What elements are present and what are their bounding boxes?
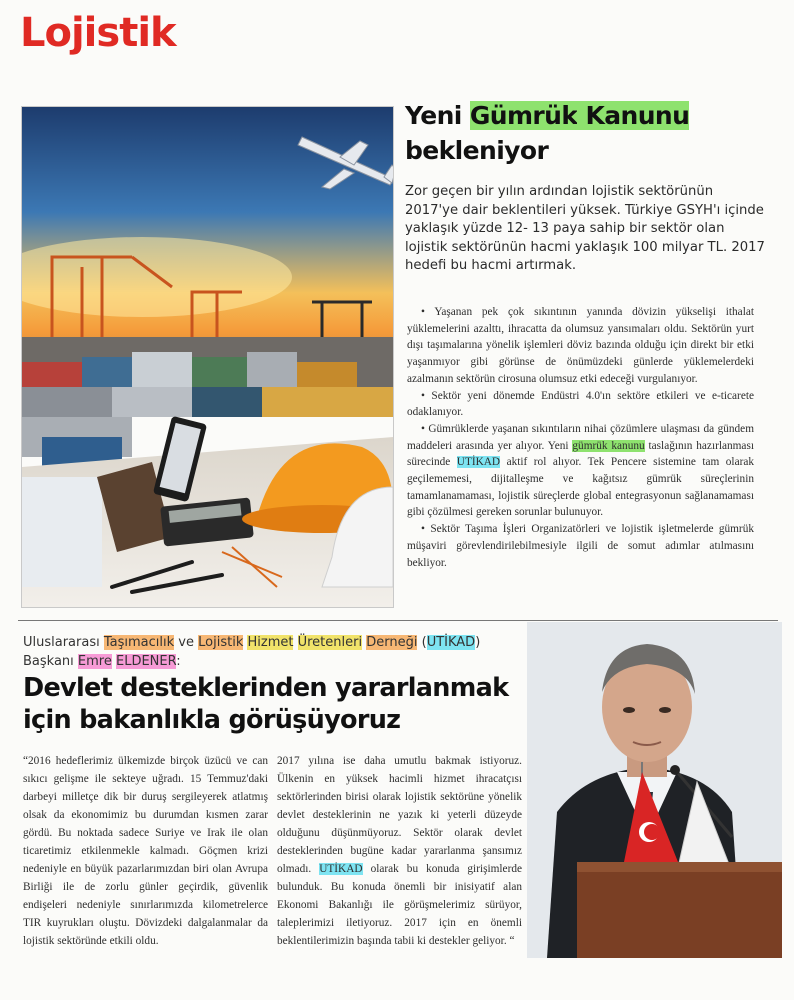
article2-column-right <box>277 752 522 950</box>
bullet-text: aktif rol alıyor. Tek Pencere sistemine tam olarak geçilememesi, dijitalleşme ve kağıtsız gümrük süreçlerinin tamamlanamaması, lojistik süreçlerde global entegrasyonun sağlanamaması gibi çözülmesi gereken sorunlar bulunuyor. <box>407 456 755 519</box>
article1-bullets <box>407 304 754 571</box>
article1-lead: Zor geçen bir yılın ardından lojistik sektörünün 2017'ye dair beklentileri yüksek. Türkiye GSYH'ı içinde yaklaşık yüzde 12- 13 paya sahip bir sektör olan lojistik sektörünün hacmi yaklaşık 100 milyar TL. 2017 hedefi bu hacmi artırmak. <box>405 184 765 273</box>
bullet-text: • Gümrüklerde yaşanan sıkıntıların nihai çözümlere ulaşması da gündem maddeleri arasında yer alıyor. Yeni <box>407 422 754 452</box>
bullet-text: taslağının hazırlanması sürecinde <box>407 439 754 469</box>
highlight-utikad: UTİKAD <box>319 863 363 875</box>
kicker-paren: ( <box>421 635 427 650</box>
portrait-illustration <box>527 622 782 958</box>
headline-line: Devlet desteklerinden yararlanmak <box>23 673 509 703</box>
highlight-utikad: UTİKAD <box>456 456 501 469</box>
kicker-highlight: UTİKAD <box>426 635 476 650</box>
kicker-word: Başkanı <box>23 654 74 669</box>
headline-line: için bakanlıkla görüşüyoruz <box>23 705 401 735</box>
bullet-item <box>407 421 754 521</box>
kicker-highlight: ELDENER <box>116 654 177 669</box>
kicker-highlight: Taşımacılık <box>103 635 175 650</box>
kicker-paren: ) <box>475 635 481 650</box>
headline-word: bekleniyor <box>405 136 549 165</box>
kicker-word: ve <box>178 635 194 650</box>
logistics-photo <box>21 106 394 608</box>
kicker-word: Uluslararası <box>23 635 100 650</box>
headline-highlight: Kanunu <box>585 101 690 130</box>
podium <box>577 862 782 958</box>
article2-headline <box>23 672 523 736</box>
kicker-highlight: Lojistik <box>198 635 244 650</box>
kicker-highlight: Üretenleri <box>297 635 363 650</box>
headline-word: Yeni <box>405 101 462 130</box>
section-divider <box>18 620 778 621</box>
kicker-highlight: Hizmet <box>247 635 294 650</box>
article2-column-left: “2016 hedeflerimiz ülkemizde birçok üzücü ve can sıkıcı gelişme ile sekteye uğradı. 15 Temmuz'daki darbeyi milletçe dik bir duruş sergileyerek atlatmış olsak da ekonomimiz bu durumdan kısmen zarar gördü. Bu noktada sadece Suriye ve Irak ile olan ticaretimiz etkilenmekle kalmadı. Göçmen krizi nedeniyle en büyük pazarlarımızdan biri olan Avrupa Birliği ile de zorlu günler geçirdik, güvenlik endişeleri nedeniyle sınırlarımızda kilometrelerce TIR kuyrukları oluştu. Dövizdeki dalgalanmalar da lojistik sektöründe etkili oldu. <box>23 755 268 947</box>
logistics-illustration <box>22 107 393 607</box>
section-title: Lojistik <box>20 10 176 56</box>
kicker-highlight: Emre <box>77 654 112 669</box>
kicker-colon: : <box>176 654 181 669</box>
kicker-highlight: Derneği <box>366 635 418 650</box>
article1-headline <box>405 98 775 168</box>
bullet-item: • Yaşanan pek çok sıkıntının yanında dövizin yükselişi ithalat yüklemelerini azalttı, ihracatta da olumsuz yansımaları oldu. Sektörün yurt dışı taşımalarına yönelik işlemleri döviz bazında olduğu için direkt bir etki yaşanmıyor gibi görünse de önümüzdeki günlerde yüklemelerdeki azalmanın sektörün cirosuna olumsuz etki edeceği vurgulanıyor. <box>407 306 754 385</box>
portrait-photo <box>527 622 782 958</box>
headline-highlight: Gümrük <box>469 101 578 130</box>
article2-kicker <box>23 633 513 671</box>
bullet-item: • Sektör yeni dönemde Endüstri 4.0'ın sektöre etkileri ve e-ticarete odaklanıyor. <box>407 389 754 419</box>
column-text: olarak bu konuda girişimlerde bulunduk. Bu konuda önemli bir inisiyatif alan Ekonomi Bakanlığı ile görüşmelerimiz sürüyor, taleplerimizi iletiyoruz. 2017 için en önemli beklentilerimizin başında tabii ki destekler geliyor. “ <box>277 863 523 947</box>
bullet-item: • Sektör Taşıma İşleri Organizatörleri ve lojistik işletmelerde gümrük müşaviri görevlendirilebilmesiyle ilgili de somut adımlar atılmasını bekliyor. <box>407 523 754 569</box>
column-text: 2017 yılına ise daha umutlu bakmak istiyoruz. Ülkenin en yüksek hacimli hizmet ihracatçısı sektörlerinden birisi olarak lojistik sektörüne yönelik devlet desteklerinin ne yazık ki yeterli düzeyde olduğunu düşünmüyoruz. Sektör olarak devlet desteklerinden bugüne kadar yararlanma şansımız olmadı. <box>277 755 522 875</box>
highlight-gumruk-kanunu: gümrük kanunu <box>572 439 645 452</box>
